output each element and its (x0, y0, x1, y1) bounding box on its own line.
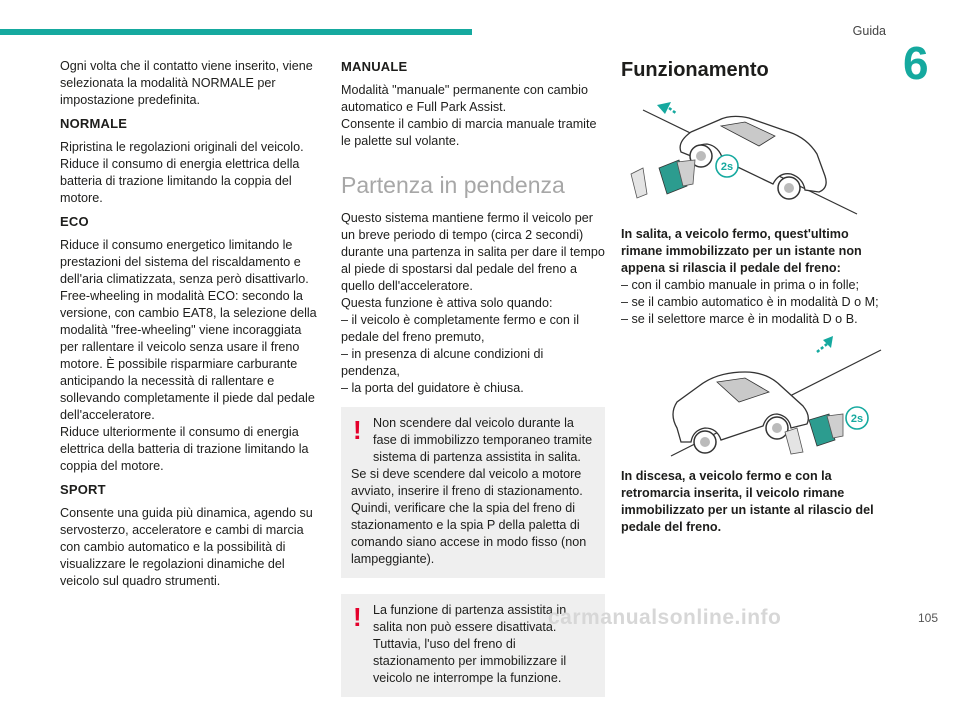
intro-text: Ogni volta che il contatto viene inserito, viene selezionata la modalità NORMALE per impostazione predefinita. (60, 59, 313, 107)
condition-item: – se il cambio automatico è in modalità D o M; (621, 295, 879, 309)
eco-heading: ECO (60, 214, 89, 229)
uphill-conditions-list (621, 277, 887, 328)
pedal-foot-icon (631, 160, 695, 198)
eco-text-2: Free-wheeling in modalità ECO: secondo la versione, con cambio EAT8, la selezione della modalità "free-wheeling" viene incoraggiata per rallentare il veicolo senza usare il freno motore. È possibile risparmiare carburante anticipando la necessità di rallentare e sollevando completamente il piede dal pedale dell'acceleratore. (60, 289, 317, 422)
conditions-list (341, 312, 605, 397)
section-name: Guida (852, 24, 886, 38)
condition-item: – in presenza di alcune condizioni di pendenza, (341, 347, 544, 378)
warning-text: La funzione di partenza assistita in salita non può essere disattivata. Tuttavia, l'uso del freno di stazionamento per immobilizzare il veicolo ne interrompe la funzione. (373, 603, 567, 685)
manuale-text-1: Modalità "manuale" permanente con cambio automatico e Full Park Assist. (341, 83, 588, 114)
svg-text:2s: 2s (720, 161, 734, 173)
warning-icon: ! (353, 602, 362, 632)
column-1 (60, 58, 322, 596)
condition-item: – se il selettore marce è in modalità D o B. (621, 312, 858, 326)
manuale-heading: MANUALE (341, 59, 408, 74)
downhill-caption: In discesa, a veicolo fermo e con la retromarcia inserita, il veicolo rimane immobilizzato per un istante al rilascio del pedale del freno. (621, 469, 874, 534)
condition-item: – il veicolo è completamente fermo e con il pedale del freno premuto, (341, 313, 579, 344)
header-accent-bar (0, 29, 472, 35)
svg-text:2s: 2s (850, 413, 864, 425)
warning-text: Non scendere dal veicolo durante la fase di immobilizzo temporaneo tramite sistema di partenza assistita in salita. (373, 416, 593, 464)
column-3 (621, 58, 887, 542)
downhill-car-illustration (621, 336, 887, 462)
arrow-icon (657, 102, 677, 114)
normale-heading: NORMALE (60, 116, 128, 131)
warning-icon: ! (353, 415, 362, 445)
timer-badge-icon (716, 155, 738, 177)
chapter-number: 6 (903, 37, 929, 89)
sport-text: Consente una guida più dinamica, agendo su servosterzo, acceleratore e cambi di marcia con cambio automatico e la possibilità di visualizzare le regolazioni dinamiche del veicolo sul quadro strumenti. (60, 506, 313, 588)
conditions-intro: Questa funzione è attiva solo quando: (341, 296, 553, 310)
condition-item: – con il cambio manuale in prima o in folle; (621, 278, 860, 292)
uphill-car-illustration (621, 102, 887, 220)
eco-text-3: Riduce ulteriormente il consumo di energia elettrica della batteria di trazione limitando la coppia del motore. (60, 425, 309, 473)
normale-text: Ripristina le regolazioni originali del veicolo. Riduce il consumo di energia elettrica della batteria di trazione limitando la coppia del motore. (60, 140, 304, 205)
section-title-hill-start: Partenza in pendenza (341, 172, 565, 198)
manuale-text-2: Consente il cambio di marcia manuale tramite le palette sul volante. (341, 117, 597, 148)
warning-box-exit-vehicle (341, 407, 605, 578)
warning-text: Se si deve scendere dal veicolo a motore avviato, inserire il freno di stazionamento. Quindi, verificare che la spia del freno di stazionamento e la spia P della paletta di comando siano accese in modo fisso (non lampeggiante). (351, 467, 587, 566)
section-title-operation: Funzionamento (621, 59, 769, 81)
hill-start-description: Questo sistema mantiene fermo il veicolo per un breve periodo di tempo (circa 2 secondi) durante una partenza in salita per dare il tempo al piede di spostarsi dal pedale del freno a quello dell'acceleratore. (341, 211, 605, 293)
timer-badge-icon (846, 407, 868, 429)
arrow-icon (817, 336, 833, 352)
page-number: 105 (918, 611, 939, 625)
sport-heading: SPORT (60, 482, 106, 497)
condition-item: – la porta del guidatore è chiusa. (341, 381, 524, 395)
watermark: carmanualsonline.info (548, 606, 782, 629)
eco-text-1: Riduce il consumo energetico limitando le prestazioni del sistema del riscaldamento e dell'aria climatizzata, senza però disattivarlo. (60, 238, 309, 286)
uphill-caption: In salita, a veicolo fermo, quest'ultimo rimane immobilizzato per un istante non appena si rilascia il pedale del freno: (621, 227, 862, 275)
